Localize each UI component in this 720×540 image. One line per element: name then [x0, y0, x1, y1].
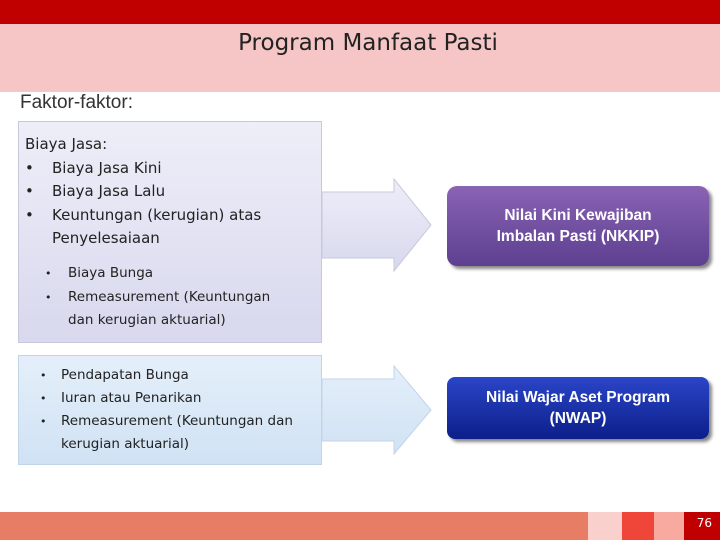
top-bar: [0, 0, 720, 24]
nwap-label-line2: (NWAP): [549, 410, 607, 427]
box1-item-label: Biaya Jasa Lalu: [52, 182, 166, 200]
nwap-label-line1: Nilai Wajar Aset Program: [485, 389, 671, 406]
bullet-icon: •: [45, 291, 52, 304]
footer-block: [588, 512, 622, 540]
bullet-icon: •: [25, 205, 34, 224]
box1-sub-item-continuation: dan kerugian aktuarial): [68, 312, 226, 328]
slide-title: Program Manfaat Pasti: [238, 30, 498, 56]
box1-heading: Biaya Jasa:: [25, 135, 108, 153]
nkkip-result-box: [447, 186, 709, 266]
box2-item-label: Remeasurement (Keuntungan dan: [61, 413, 293, 429]
slide-subtitle: Faktor-faktor:: [20, 92, 133, 113]
nwap-result-box: [447, 377, 709, 439]
box1-sub-item-label: Remeasurement (Keuntungan: [68, 289, 271, 305]
box1-sub-item-label: Biaya Bunga: [68, 265, 154, 281]
nkkip-label-line1: Nilai Kini Kewajiban: [504, 207, 652, 224]
page-number: 76: [696, 516, 712, 530]
bullet-icon: •: [25, 182, 34, 200]
bullet-icon: •: [25, 158, 34, 177]
box2-item-label: Iuran atau Penarikan: [61, 390, 202, 406]
bullet-icon: •: [40, 415, 47, 428]
bullet-icon: •: [45, 267, 52, 280]
box1-item-label: Keuntungan (kerugian) atas: [52, 205, 262, 224]
footer-block: [654, 512, 684, 540]
arrow-right-icon: [322, 365, 434, 455]
box1-item-continuation: Penyelesaiaan: [52, 229, 160, 247]
bullet-icon: •: [40, 369, 47, 382]
box1-item-label: Biaya Jasa Kini: [52, 158, 162, 177]
footer-block: [622, 512, 654, 540]
box2-item-continuation: kerugian aktuarial): [61, 436, 189, 452]
nkkip-label-line2: Imbalan Pasti (NKKIP): [496, 228, 660, 245]
bullet-icon: •: [40, 392, 47, 405]
box2-item-label: Pendapatan Bunga: [61, 367, 189, 383]
arrow-right-icon: [322, 178, 434, 272]
